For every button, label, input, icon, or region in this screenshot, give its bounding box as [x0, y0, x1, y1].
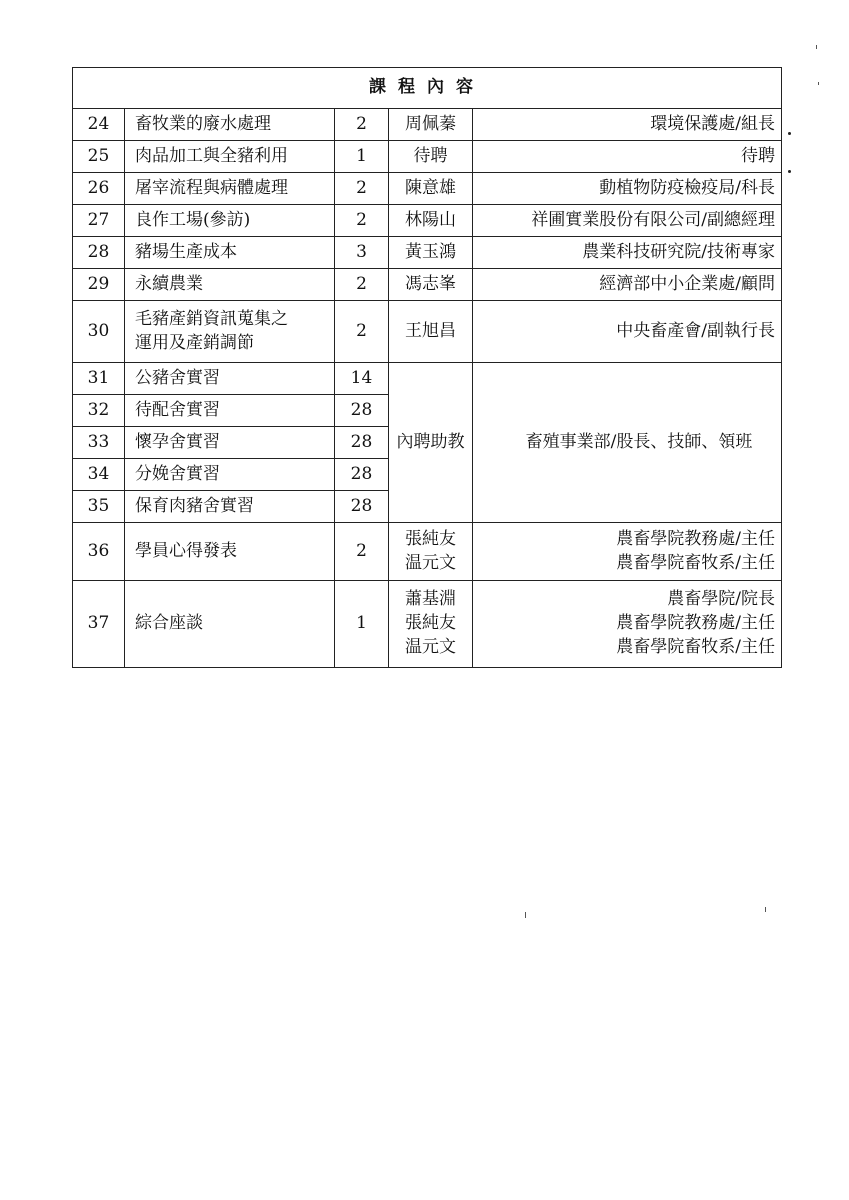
lecturer-name: 周佩蓁 [389, 109, 473, 141]
lecturer-title: 農畜學院教務處/主任 [616, 528, 775, 549]
lecturer-name: 內聘助教 [389, 363, 473, 523]
course-title: 學員心得發表 [125, 523, 335, 581]
course-number: 29 [73, 269, 125, 301]
course-title: 屠宰流程與病體處理 [125, 173, 335, 205]
lecturer-titles [473, 523, 782, 581]
course-hours: 3 [335, 237, 389, 269]
lecturer-title: 農畜學院/院長 [667, 589, 775, 610]
course-number: 32 [73, 395, 125, 427]
table-row [73, 363, 782, 395]
course-number: 25 [73, 141, 125, 173]
table-row [73, 523, 782, 581]
lecturer-name: 陳意雄 [389, 173, 473, 205]
scan-speck [816, 45, 817, 49]
course-hours: 28 [335, 459, 389, 491]
course-hours: 1 [335, 141, 389, 173]
lecturer-name: 張純友 [405, 613, 456, 634]
course-number: 37 [73, 581, 125, 668]
course-number: 34 [73, 459, 125, 491]
lecturer-name: 温元文 [405, 552, 456, 573]
course-hours: 1 [335, 581, 389, 668]
course-number: 27 [73, 205, 125, 237]
course-hours: 2 [335, 523, 389, 581]
course-number: 30 [73, 301, 125, 363]
course-hours: 2 [335, 173, 389, 205]
lecturer-name: 王旭昌 [389, 301, 473, 363]
course-number: 35 [73, 491, 125, 523]
table-row [73, 237, 782, 269]
course-title: 良作工場(參訪) [125, 205, 335, 237]
table-header-row [73, 68, 782, 109]
course-number: 36 [73, 523, 125, 581]
lecturer-name: 待聘 [389, 141, 473, 173]
course-number: 24 [73, 109, 125, 141]
course-title: 綜合座談 [125, 581, 335, 668]
course-title: 公豬舍實習 [125, 363, 335, 395]
table-row [73, 301, 782, 363]
table-row [73, 269, 782, 301]
lecturer-title: 經濟部中小企業處/顧問 [473, 269, 782, 301]
course-title: 永續農業 [125, 269, 335, 301]
course-number: 26 [73, 173, 125, 205]
table-row [73, 173, 782, 205]
lecturer-names [389, 581, 473, 668]
course-number: 33 [73, 427, 125, 459]
lecturer-title: 祥圃實業股份有限公司/副總經理 [473, 205, 782, 237]
table-row [73, 141, 782, 173]
course-title: 保育肉豬舍實習 [125, 491, 335, 523]
lecturer-title: 農畜學院教務處/主任 [616, 613, 775, 634]
course-hours: 28 [335, 427, 389, 459]
course-title-line: 毛豬產銷資訊蒐集之 [135, 308, 288, 329]
scan-speck [765, 907, 766, 912]
lecturer-title: 農畜學院畜牧系/主任 [616, 636, 775, 657]
course-title: 豬場生產成本 [125, 237, 335, 269]
course-hours: 28 [335, 491, 389, 523]
lecturer-name: 温元文 [405, 636, 456, 657]
course-hours: 28 [335, 395, 389, 427]
course-title: 懷孕舍實習 [125, 427, 335, 459]
lecturer-name: 林陽山 [389, 205, 473, 237]
course-title: 分娩舍實習 [125, 459, 335, 491]
course-hours: 2 [335, 205, 389, 237]
course-hours: 14 [335, 363, 389, 395]
course-table [72, 67, 782, 668]
scan-speck [788, 170, 791, 173]
table-header: 課程內容 [73, 68, 782, 109]
table-row [73, 109, 782, 141]
course-title: 畜牧業的廢水處理 [125, 109, 335, 141]
course-title: 肉品加工與全豬利用 [125, 141, 335, 173]
lecturer-title: 待聘 [473, 141, 782, 173]
lecturer-name: 黃玉鴻 [389, 237, 473, 269]
lecturer-titles [473, 581, 782, 668]
scan-speck [788, 132, 791, 135]
table-row [73, 581, 782, 668]
table-row [73, 205, 782, 237]
lecturer-title: 中央畜產會/副執行長 [473, 301, 782, 363]
course-number: 31 [73, 363, 125, 395]
lecturer-title: 畜殖事業部/股長、技師、領班 [473, 363, 782, 523]
course-title: 待配舍實習 [125, 395, 335, 427]
lecturer-name: 張純友 [405, 528, 456, 549]
course-hours: 2 [335, 301, 389, 363]
lecturer-title: 農業科技研究院/技術專家 [473, 237, 782, 269]
lecturer-title: 環境保護處/組長 [473, 109, 782, 141]
course-number: 28 [73, 237, 125, 269]
lecturer-names [389, 523, 473, 581]
lecturer-title: 動植物防疫檢疫局/科長 [473, 173, 782, 205]
lecturer-name: 馮志峯 [389, 269, 473, 301]
course-hours: 2 [335, 269, 389, 301]
course-hours: 2 [335, 109, 389, 141]
lecturer-title: 農畜學院畜牧系/主任 [616, 552, 775, 573]
course-title [125, 301, 335, 363]
scan-speck [525, 912, 526, 918]
lecturer-name: 蕭基淵 [405, 589, 456, 610]
scan-speck [818, 82, 819, 85]
course-title-line: 運用及產銷調節 [135, 332, 254, 353]
